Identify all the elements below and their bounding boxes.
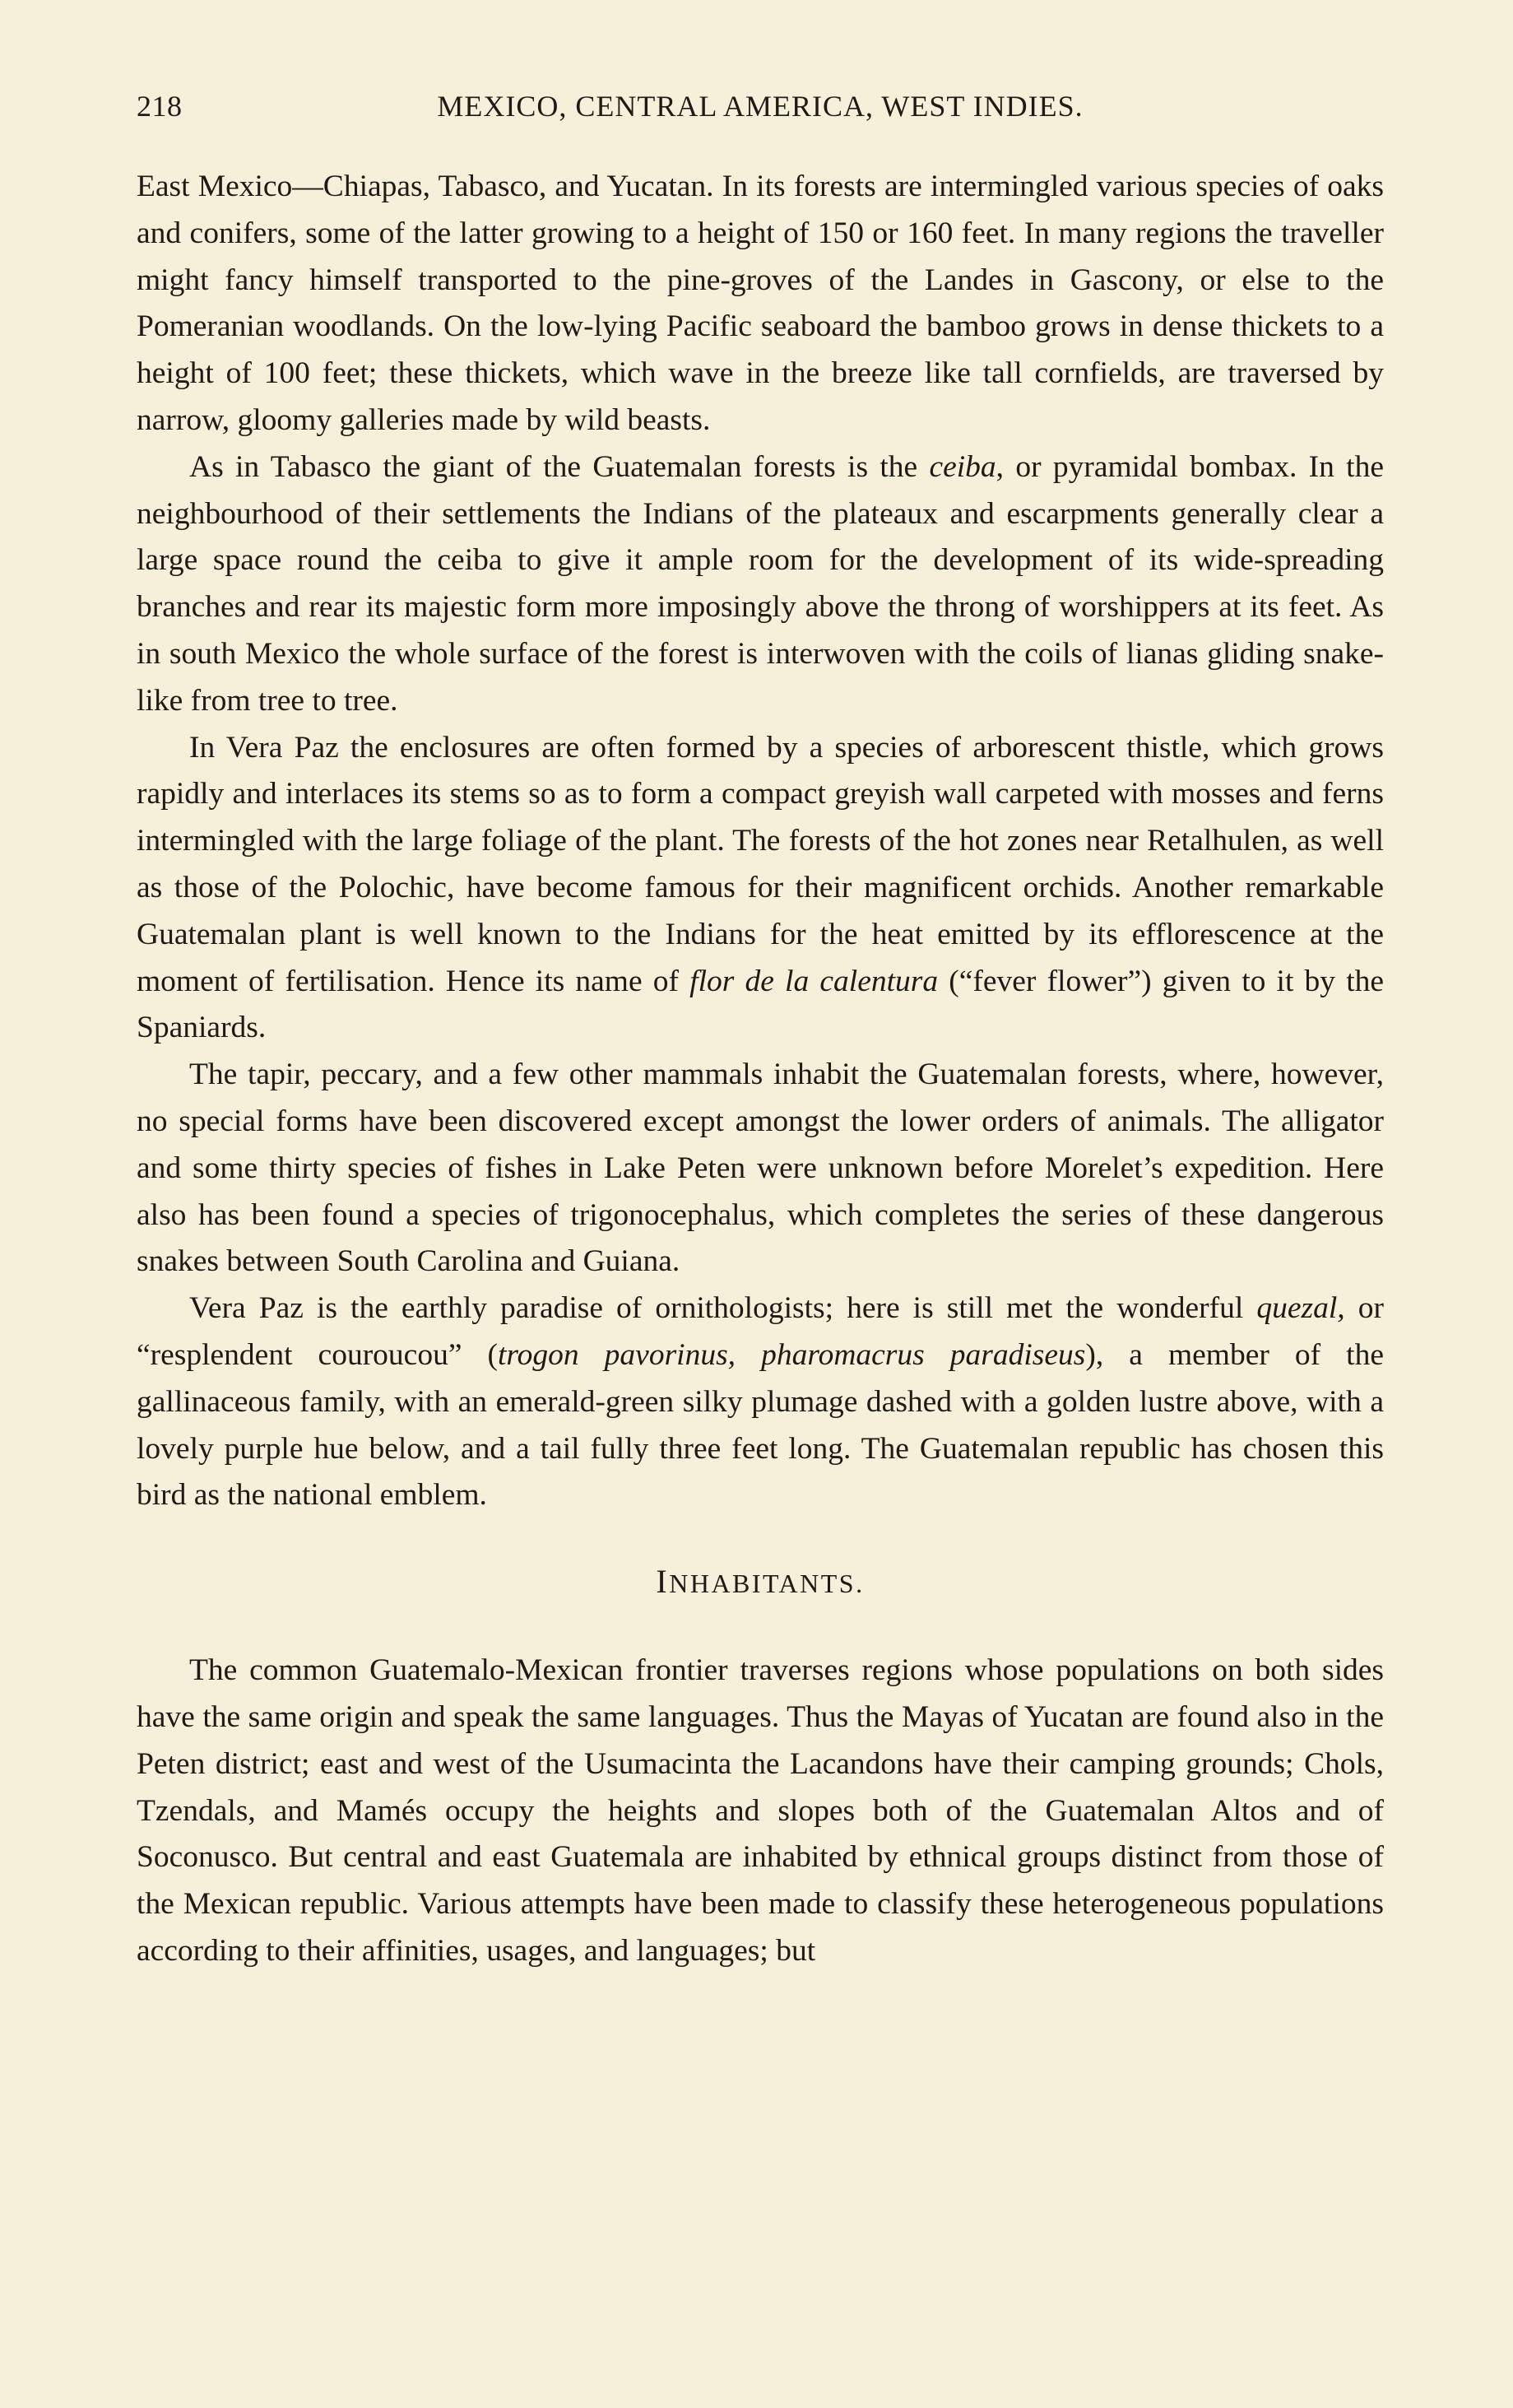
paragraph-quezal-text-e: ), a member of the gallinaceous family, with an emerald-green silky plumage dashed with a golden lustre above, with a lovely purple hue below, and a tail fully three feet long. The Guatemalan republic has chosen this bird as the national emblem. [137,1337,1384,1513]
paragraph-vera-paz-text-c: (“fever flower”) given to it by the Spaniards. [137,964,1385,1045]
ceiba-term: ceiba [929,449,996,484]
paragraph-ceiba [137,444,1384,725]
quezal-latin-names: trogon pavorinus, pharomacrus paradiseus [498,1337,1086,1372]
quezal-term: quezal, [1256,1291,1345,1326]
flor-de-la-calentura-term: flor de la calentura [689,964,939,998]
paragraph-inhabitants: The common Guatemalo-Mexican frontier traverses regions whose populations on both sides have the same origin and speak the same languages. Thus the Mayas of Yucatan are found also in the Peten district; east and west of the Usumacinta the Lacandons have their camping grounds; Chols, Tzendals, and Mamés occupy the heights and slopes both of the Guatemalan Altos and of Soconusco. But central and east Guatemala are inhabited by ethnical groups distinct from those of the Mexican republic. Various attempts have been made to classify these heterogeneous populations according to their affinities, usages, and languages; but [137,1653,1384,1968]
paragraph-ceiba-text-a: As in Tabasco the giant of the Guatemalan forests is the [189,449,930,484]
body-text [137,164,1384,1975]
running-head: MEXICO, CENTRAL AMERICA, WEST INDIES. [437,90,1084,123]
section-heading-inhabitants [137,1565,1384,1600]
paragraph-quezal-text-c: or “resplendent couroucou” ( [137,1291,1384,1372]
paragraph-quezal [137,1285,1384,1519]
section-heading-initial: I [656,1563,670,1601]
paragraph-vera-paz-text-a: In Vera Paz the enclosures are often formed by a species of arborescent thistle, which grows rapidly and interlaces its stems so as to form a compact greyish wall carpeted with mosses and ferns intermingled with the large foliage of the plant. The forests of the hot zones near Retalhulen, as well as those of the Polochic, have become famous for their magnificent orchids. Another remarkable Guatemalan plant is well known to the Indians for the heat emitted by its efflorescence at the moment of fertilisation. Hence its name of [137,730,1384,998]
paragraph-fauna: The tapir, peccary, and a few other mammals inhabit the Guatemalan forests, where, however, no special forms have been discovered except amongst the lower orders of animals. The alligator and some thirty species of fishes in Lake Peten were unknown before Morelet’s expedition. Here also has been found a species of trigonocephalus, which completes the series of these dangerous snakes between South Carolina and Guiana. [137,1058,1384,1279]
paragraph-vera-paz-thistle [137,725,1384,1053]
paragraph-ceiba-text-c: , or pyramidal bombax. In the neighbourhood of their settlements the Indians of the plateaux and escarpments generally clear a large space round the ceiba to give it ample room for the development of its wide-spreading branches and rear its majestic form more imposingly above the throng of worshippers at its feet. As in south Mexico the whole surface of the forest is interwoven with the coils of lianas gliding snake-like from tree to tree. [137,449,1384,718]
paragraph-quezal-text-a: Vera Paz is the earthly paradise of ornithologists; here is still met the wonderful [189,1291,1257,1326]
paragraph-forests: East Mexico—Chiapas, Tabasco, and Yucatan. In its forests are intermingled various species of oaks and conifers, some of the latter growing to a height of 150 or 160 feet. In many regions the traveller might fancy himself transported to the pine-groves of the Landes in Gascony, or else to the Pomeranian woodlands. On the low-lying Pacific seaboard the bamboo grows in dense thickets to a height of 100 feet; these thickets, which wave in the breeze like tall cornfields, are traversed by narrow, gloomy galleries made by wild beasts. [137,170,1384,437]
page-header [137,89,1384,130]
section-heading-rest: NHABITANTS. [669,1569,865,1599]
page-number: 218 [137,90,183,123]
